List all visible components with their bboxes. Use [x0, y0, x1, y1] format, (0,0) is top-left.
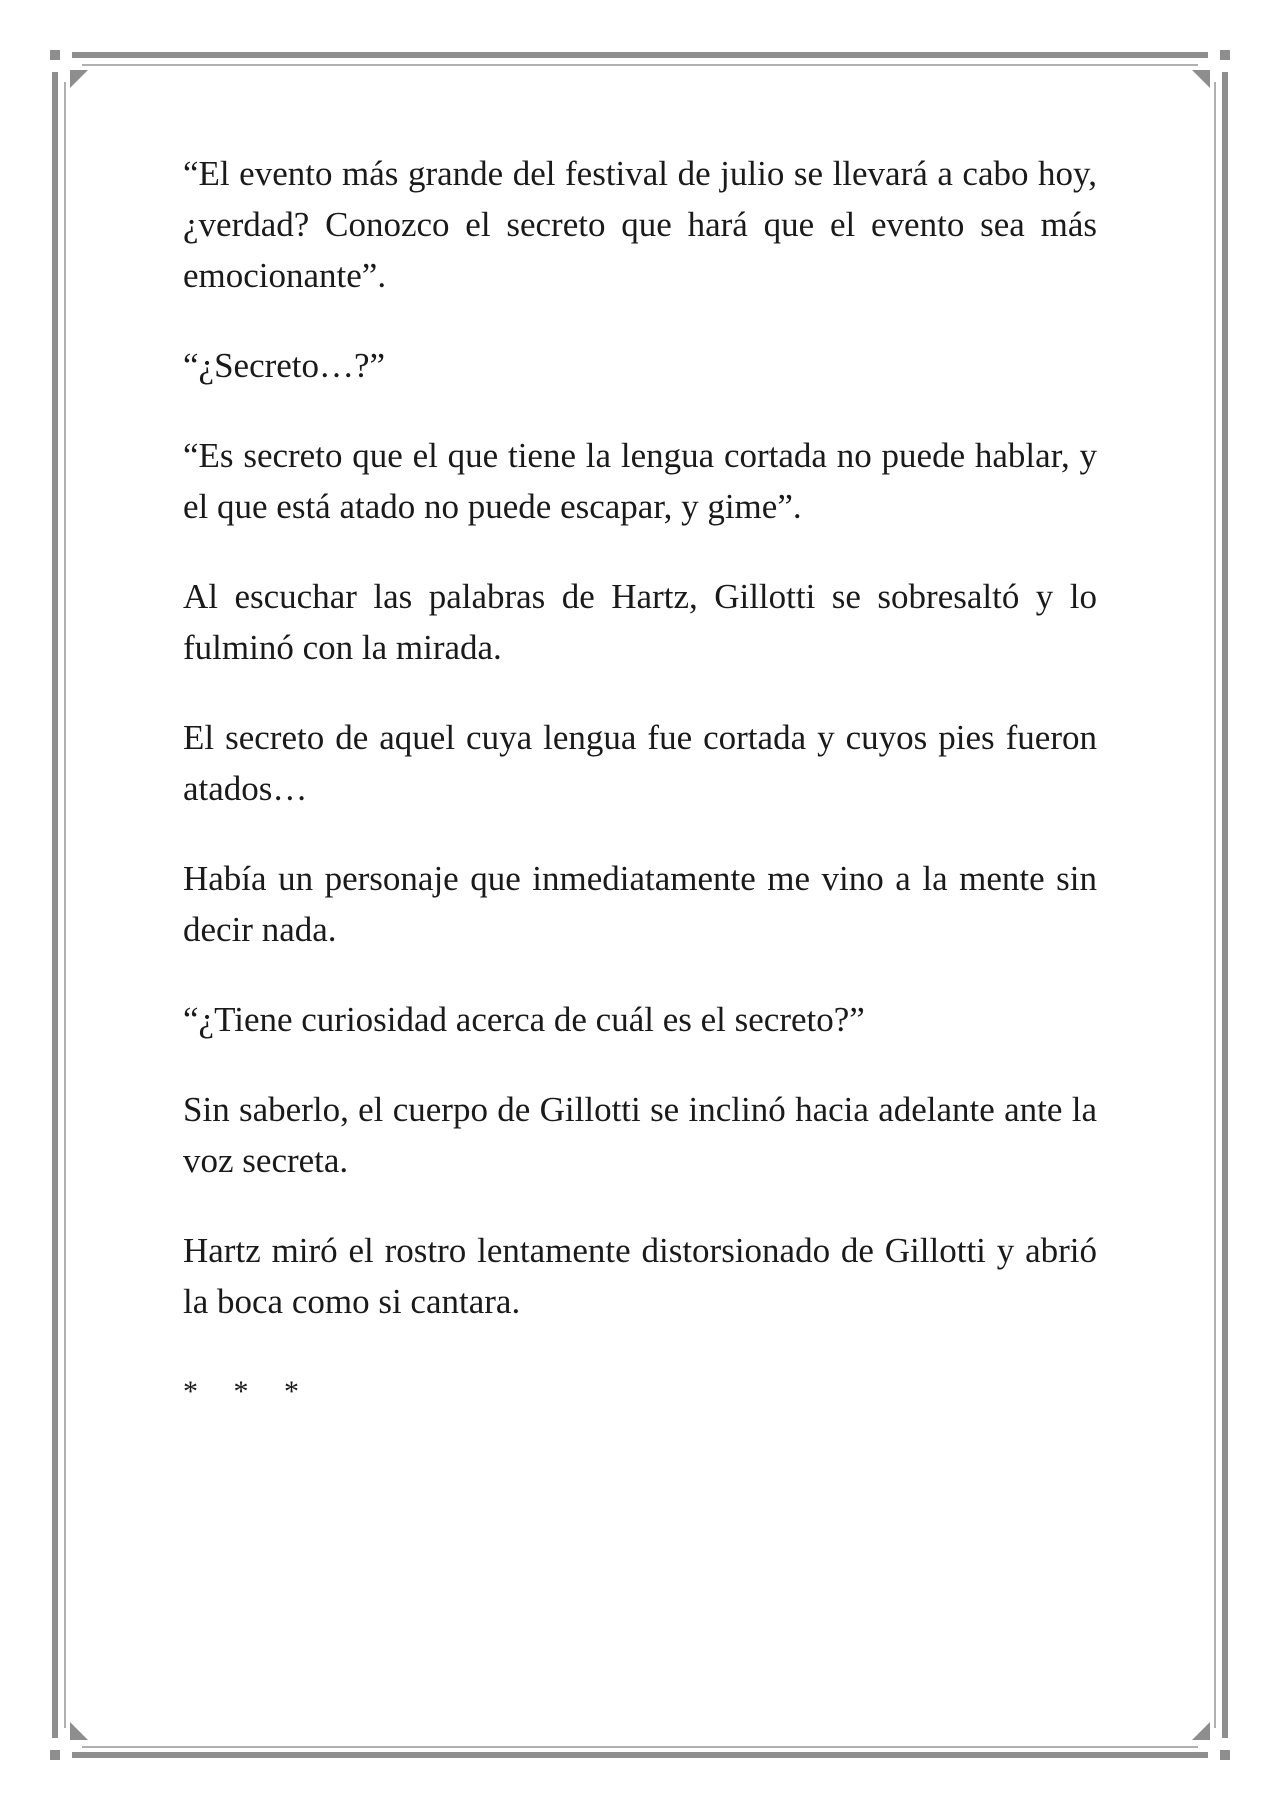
section-separator: * * *: [183, 1375, 313, 1408]
frame-bottom-inner-line: [82, 1746, 1198, 1748]
frame-corner-triangle: [70, 1722, 88, 1740]
paragraph: Había un personaje que inmediatamente me vino a la mente sin decir nada.: [183, 859, 1097, 949]
paragraph: Hartz miró el rostro lentamente distorsionado de Gillotti y abrió la boca como si cantara.: [183, 1231, 1097, 1321]
paragraph: “Es secreto que el que tiene la lengua cortada no puede hablar, y el que está atado no puede escapar, y gime”.: [183, 436, 1097, 526]
frame-corner-ornament: [1220, 1750, 1230, 1760]
frame-right-border: [1222, 72, 1228, 1738]
paragraph: “¿Tiene curiosidad acerca de cuál es el secreto?”: [183, 1000, 865, 1039]
paragraph: Al escuchar las palabras de Hartz, Gillotti se sobresaltó y lo fulminó con la mirada.: [183, 577, 1097, 667]
paragraph: “¿Secreto…?”: [183, 346, 386, 385]
paragraph: “El evento más grande del festival de julio se llevará a cabo hoy, ¿verdad? Conozco el secreto que hará que el evento sea más emocionante”.: [183, 154, 1097, 295]
frame-left-inner-line: [64, 82, 66, 1728]
paragraph: Sin saberlo, el cuerpo de Gillotti se inclinó hacia adelante ante la voz secreta.: [183, 1090, 1097, 1180]
frame-corner-triangle: [1192, 1722, 1210, 1740]
frame-right-inner-line: [1214, 82, 1216, 1728]
frame-top-border: [72, 52, 1208, 58]
page-body: [183, 148, 1097, 1417]
frame-corner-triangle: [70, 70, 88, 88]
frame-top-inner-line: [82, 64, 1198, 66]
frame-corner-triangle: [1192, 70, 1210, 88]
paragraph: El secreto de aquel cuya lengua fue cortada y cuyos pies fueron atados…: [183, 718, 1097, 808]
frame-corner-ornament: [1220, 50, 1230, 60]
frame-left-border: [52, 72, 58, 1738]
frame-corner-ornament: [50, 50, 60, 60]
frame-corner-ornament: [50, 1750, 60, 1760]
frame-bottom-border: [72, 1752, 1208, 1758]
